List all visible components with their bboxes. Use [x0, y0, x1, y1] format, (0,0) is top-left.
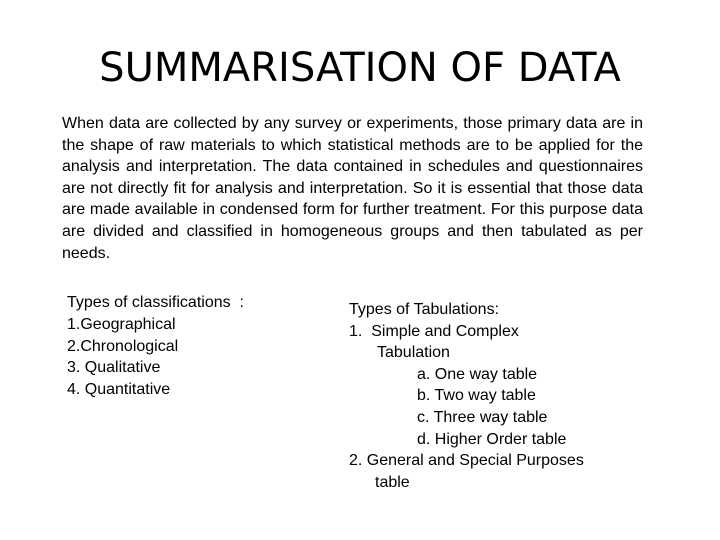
tabulations-list [349, 299, 649, 493]
intro-paragraph: When data are collected by any survey or experiments, those primary data are in the shape of raw materials to which statistical methods are to be applied for the analysis and interpretation. The data contained in schedules and questionnaires are not directly fit for analysis and interpretation. So it is essential that those data are made available in condensed form for further treatment. For this purpose data are divided and classified in homogeneous groups and then tabulated as per needs. [62, 115, 643, 262]
slide-title: SUMMARISATION OF DATA [99, 45, 621, 91]
classifications-heading: Types of classifications : [67, 294, 244, 311]
classification-item: 1.Geographical [67, 315, 176, 333]
classifications-list [67, 292, 307, 401]
tabulation-subitem: a. One way table [417, 365, 538, 383]
tabulation-item: 1. Simple and Complex [349, 322, 519, 340]
classification-item: 3. Qualitative [67, 359, 161, 377]
tabulation-subitem: b. Two way table [417, 387, 536, 405]
tabulation-item-continuation: Tabulation [377, 344, 450, 362]
tabulation-item-continuation: table [375, 473, 410, 491]
tabulation-subitem: c. Three way table [417, 408, 548, 426]
tabulation-item: 2. General and Special Purposes [349, 452, 584, 470]
classification-item: 2.Chronological [67, 337, 179, 355]
tabulations-heading: Types of Tabulations: [349, 301, 500, 318]
classification-item: 4. Quantitative [67, 381, 171, 399]
tabulation-subitem: d. Higher Order table [417, 430, 567, 448]
